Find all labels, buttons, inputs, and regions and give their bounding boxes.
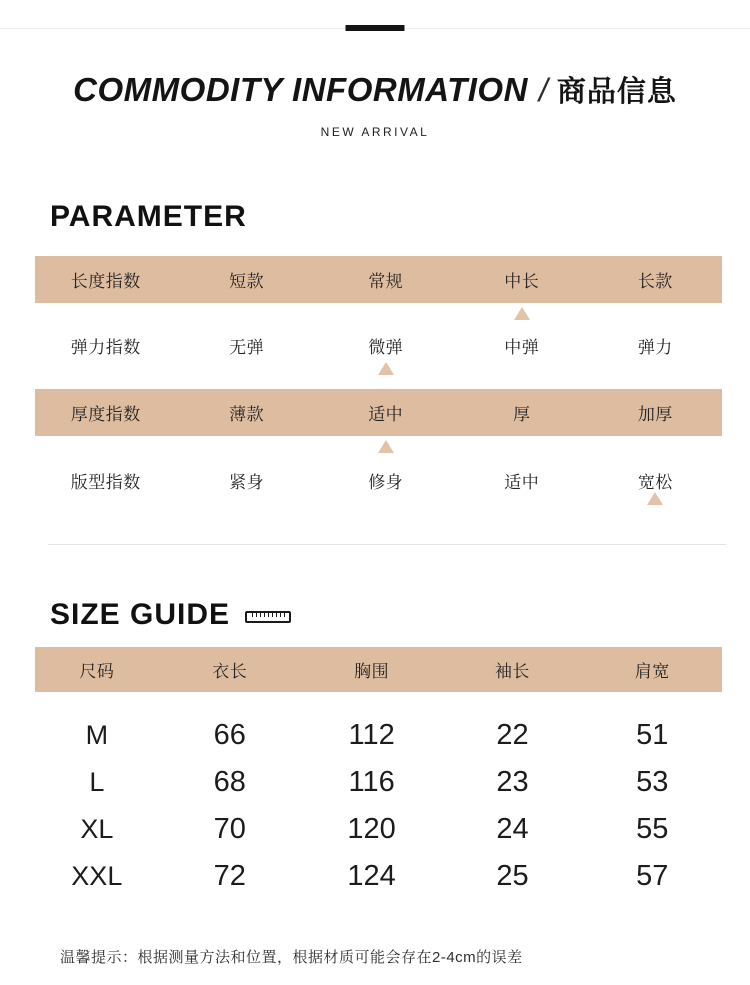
param-value: 适中 (504, 472, 540, 492)
size-column-header: 袖长 (494, 662, 530, 681)
param-value: 加厚 (637, 405, 673, 424)
size-column-header: 肩宽 (634, 662, 670, 681)
param-row-label: 长度指数 (70, 272, 141, 291)
param-value: 短款 (229, 272, 265, 291)
size-column-header: 胸围 (354, 662, 390, 681)
param-value: 常规 (368, 272, 404, 291)
table-row (35, 853, 722, 900)
param-value: 修身 (368, 472, 404, 492)
size-label: XXL (71, 861, 123, 891)
param-value: 弹力 (637, 337, 673, 357)
param-value: 长款 (637, 272, 673, 291)
page-title (0, 69, 750, 110)
param-row-label: 版型指数 (70, 472, 141, 492)
selected-marker-row (35, 440, 722, 453)
param-value: 厚 (512, 405, 531, 424)
section-divider (48, 544, 726, 545)
parameter-table (35, 256, 722, 505)
param-row-label: 弹力指数 (70, 337, 141, 357)
size-value: 24 (496, 813, 529, 845)
table-row (35, 806, 722, 853)
param-value: 宽松 (637, 472, 673, 492)
size-value: 124 (347, 860, 396, 892)
triangle-up-icon (647, 492, 663, 505)
size-value: 23 (496, 766, 529, 798)
size-value: 51 (636, 719, 669, 751)
table-row (35, 712, 722, 759)
triangle-up-icon (378, 362, 394, 375)
parameter-section-heading: PARAMETER (50, 200, 247, 233)
selected-marker-row (35, 362, 722, 375)
triangle-up-icon (378, 440, 394, 453)
size-label: M (85, 720, 109, 750)
param-value: 中弹 (504, 337, 540, 357)
size-value: 72 (213, 860, 246, 892)
table-row (35, 759, 722, 806)
param-value: 微弹 (368, 337, 404, 357)
size-value: 55 (636, 813, 669, 845)
size-value: 66 (213, 719, 246, 751)
selected-marker-row (35, 307, 722, 320)
table-row (35, 323, 722, 367)
param-value: 无弹 (229, 337, 265, 357)
size-label: L (89, 767, 105, 797)
size-guide-heading-row (50, 597, 750, 633)
size-table (35, 647, 722, 900)
title-slash-separator: / (538, 72, 548, 108)
param-row-label: 厚度指数 (70, 405, 141, 424)
triangle-up-icon (514, 307, 530, 320)
size-value: 57 (636, 860, 669, 892)
size-column-header: 衣长 (212, 662, 248, 681)
size-value: 53 (636, 766, 669, 798)
size-value: 120 (347, 813, 396, 845)
size-guide-heading: SIZE GUIDE (50, 598, 231, 631)
size-value: 112 (348, 719, 395, 751)
size-label: XL (80, 814, 114, 844)
param-value: 中长 (504, 272, 540, 291)
size-column-header: 尺码 (79, 662, 115, 681)
size-table-header (35, 647, 722, 692)
ruler-icon (245, 611, 291, 623)
size-value: 25 (496, 860, 529, 892)
param-value: 适中 (368, 405, 404, 424)
size-value: 116 (348, 766, 395, 798)
top-decor (0, 0, 750, 32)
param-value: 紧身 (229, 472, 265, 492)
measurement-disclaimer: 温馨提示：根据测量方法和位置，根据材质可能会存在2-4cm的误差 (60, 949, 523, 966)
size-value: 22 (496, 719, 529, 751)
size-value: 70 (213, 813, 246, 845)
page-title-english: COMMODITY INFORMATION (73, 71, 528, 108)
page-subtitle: NEW ARRIVAL (320, 125, 430, 139)
size-value: 68 (213, 766, 246, 798)
table-row (35, 389, 722, 436)
page-title-chinese: 商品信息 (556, 76, 677, 108)
selected-marker-row (35, 492, 722, 505)
table-row (35, 256, 722, 303)
param-value: 薄款 (229, 405, 265, 424)
top-accent-bar (346, 25, 405, 31)
